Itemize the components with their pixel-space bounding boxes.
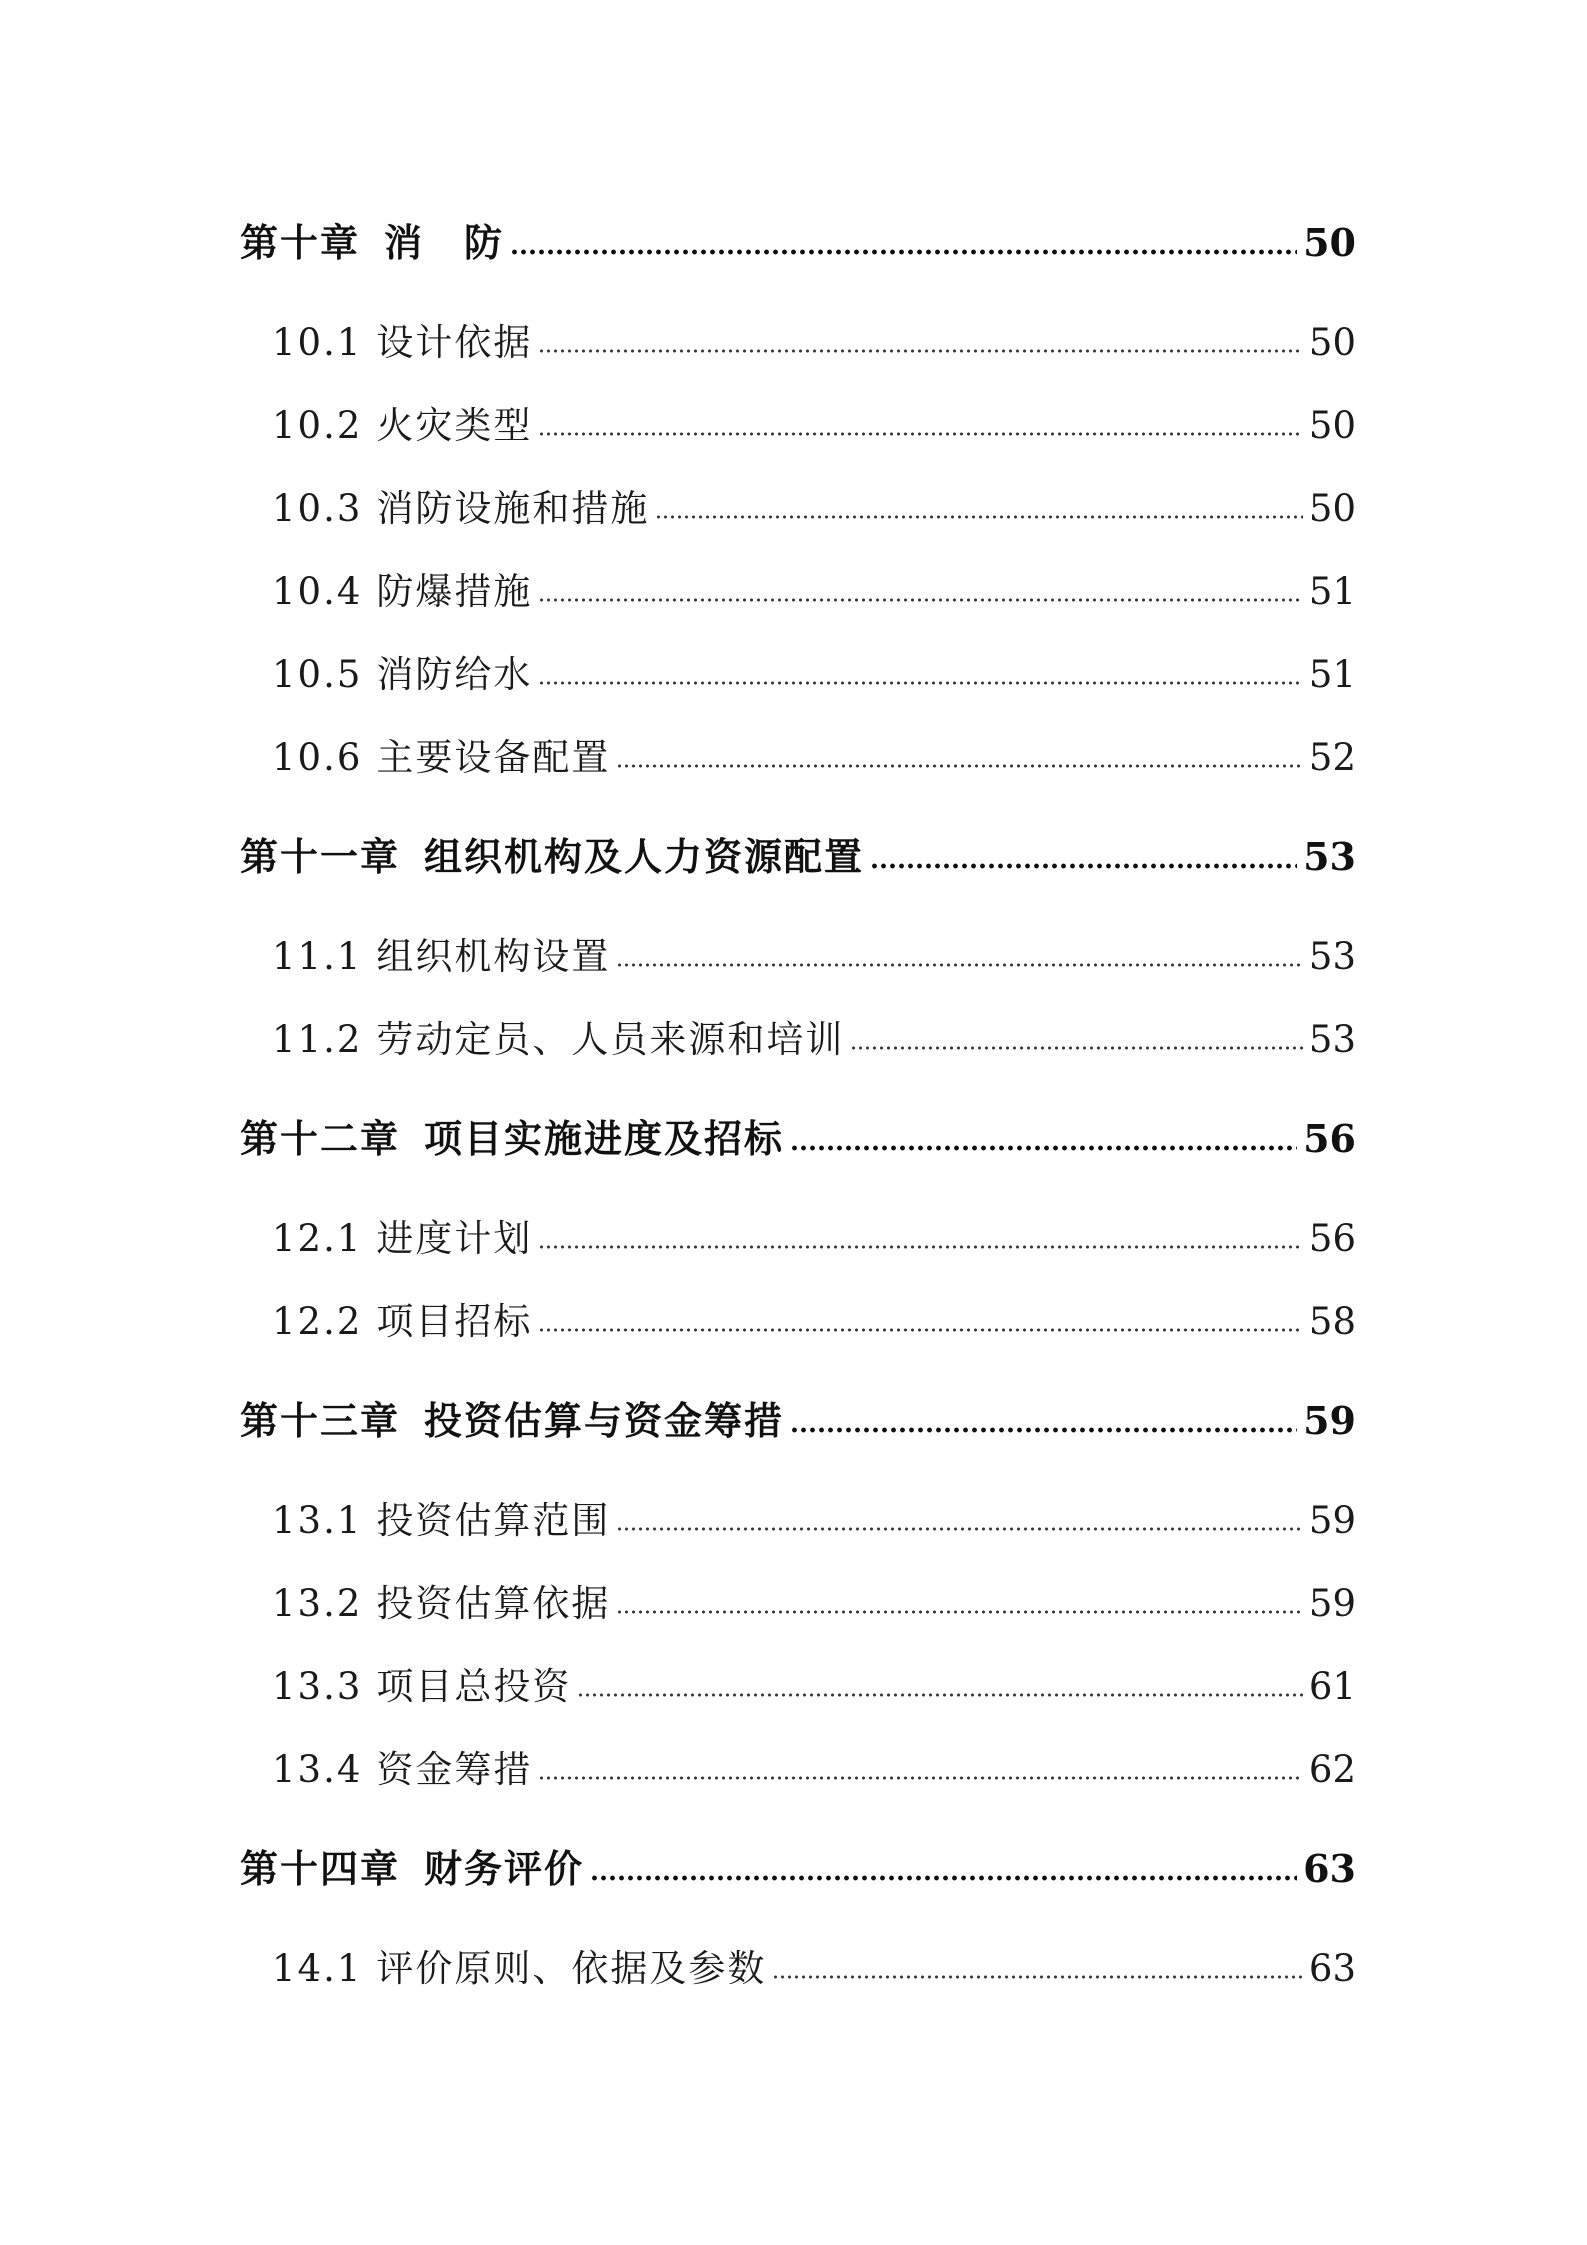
toc-entry-page: 51	[1308, 570, 1356, 613]
toc-entry-number: 10.3	[272, 487, 363, 530]
toc-section-12-2[interactable]	[272, 1291, 1356, 1341]
toc-section-11-1[interactable]	[272, 926, 1356, 976]
toc-entry-title: 投资估算与资金筹措	[424, 1398, 785, 1443]
toc-section-13-3[interactable]	[272, 1656, 1356, 1706]
toc-entry-number: 13.3	[272, 1665, 363, 1708]
toc-section-10-2[interactable]	[272, 395, 1356, 445]
toc-entry-page: 56	[1308, 1217, 1356, 1260]
toc-entry-page: 53	[1303, 834, 1356, 879]
toc-chapter-12[interactable]	[240, 1108, 1356, 1161]
toc-section-10-6[interactable]	[272, 727, 1356, 777]
toc-entry-number: 10.1	[272, 321, 363, 364]
dot-leader	[772, 1948, 1303, 1985]
toc-entry-page: 59	[1308, 1499, 1356, 1542]
toc-entry-page: 53	[1308, 935, 1356, 978]
toc-entry-page: 59	[1308, 1582, 1356, 1625]
toc-chapter-14[interactable]	[240, 1838, 1356, 1891]
toc-entry-number: 11.2	[272, 1018, 363, 1061]
toc-entry-number: 第十一章	[240, 834, 401, 879]
dot-leader	[538, 654, 1303, 691]
toc-entry-title: 财务评价	[424, 1846, 585, 1891]
toc-entry-title: 火灾类型	[376, 404, 533, 447]
dot-leader	[538, 1218, 1303, 1255]
toc-entry-title: 评价原则、依据及参数	[376, 1947, 767, 1990]
toc-entry-title: 资金筹措	[376, 1748, 533, 1791]
dot-leader	[590, 1848, 1297, 1886]
toc-entry-page: 63	[1303, 1846, 1356, 1891]
toc-entry-title: 项目招标	[376, 1300, 533, 1343]
dot-leader	[850, 1019, 1303, 1056]
toc-entry-number: 14.1	[272, 1947, 363, 1990]
toc-section-14-1[interactable]	[272, 1938, 1356, 1988]
dot-leader	[790, 1400, 1297, 1438]
dot-leader	[538, 1749, 1303, 1786]
toc-entry-number: 第十章	[240, 220, 361, 265]
toc-section-13-2[interactable]	[272, 1573, 1356, 1623]
dot-leader	[616, 936, 1303, 973]
toc-entry-page: 58	[1308, 1300, 1356, 1343]
toc-entry-page: 52	[1308, 736, 1356, 779]
toc-section-10-1[interactable]	[272, 312, 1356, 362]
dot-leader	[510, 222, 1297, 260]
toc-entry-page: 51	[1308, 653, 1356, 696]
toc-chapter-13[interactable]	[240, 1390, 1356, 1443]
toc-entry-number: 12.1	[272, 1217, 363, 1260]
toc-entry-page: 63	[1308, 1947, 1356, 1990]
dot-leader	[655, 488, 1303, 525]
toc-entry-number: 13.4	[272, 1748, 363, 1791]
toc-entry-title: 投资估算范围	[376, 1499, 611, 1542]
toc-entry-title: 防爆措施	[376, 570, 533, 613]
toc-section-10-4[interactable]	[272, 561, 1356, 611]
dot-leader	[870, 836, 1297, 874]
toc-entry-page: 50	[1303, 220, 1356, 265]
toc-entry-title: 消 防	[384, 220, 505, 265]
toc-entry-page: 59	[1303, 1398, 1356, 1443]
dot-leader	[790, 1118, 1297, 1156]
toc-entry-page: 61	[1308, 1665, 1356, 1708]
toc-section-10-5[interactable]	[272, 644, 1356, 694]
toc-entry-title: 设计依据	[376, 321, 533, 364]
toc-chapter-11[interactable]	[240, 826, 1356, 879]
dot-leader	[616, 737, 1303, 774]
toc-entry-number: 11.1	[272, 935, 363, 978]
toc-entry-title: 消防给水	[376, 653, 533, 696]
toc-entry-page: 53	[1308, 1018, 1356, 1061]
toc-entry-page: 56	[1303, 1116, 1356, 1161]
toc-entry-title: 项目实施进度及招标	[424, 1116, 785, 1161]
dot-leader	[538, 405, 1303, 442]
toc-entry-title: 劳动定员、人员来源和培训	[376, 1018, 845, 1061]
toc-entry-title: 组织机构及人力资源配置	[424, 834, 865, 879]
toc-entry-number: 13.1	[272, 1499, 363, 1542]
toc-section-13-4[interactable]	[272, 1739, 1356, 1789]
toc-entry-title: 进度计划	[376, 1217, 533, 1260]
toc-entry-number: 12.2	[272, 1300, 363, 1343]
toc-section-13-1[interactable]	[272, 1490, 1356, 1540]
toc-chapter-10[interactable]	[240, 212, 1356, 265]
dot-leader	[538, 571, 1303, 608]
toc-entry-page: 50	[1308, 487, 1356, 530]
toc-entry-number: 第十三章	[240, 1398, 401, 1443]
toc-section-11-2[interactable]	[272, 1009, 1356, 1059]
toc-entry-number: 13.2	[272, 1582, 363, 1625]
toc-entry-title: 主要设备配置	[376, 736, 611, 779]
toc-entry-number: 10.6	[272, 736, 363, 779]
dot-leader	[538, 322, 1303, 359]
toc-section-12-1[interactable]	[272, 1208, 1356, 1258]
toc-entry-number: 第十二章	[240, 1116, 401, 1161]
toc-entry-number: 10.2	[272, 404, 363, 447]
dot-leader	[577, 1666, 1303, 1703]
dot-leader	[616, 1583, 1303, 1620]
toc-entry-page: 50	[1308, 321, 1356, 364]
dot-leader	[538, 1301, 1303, 1338]
toc-entry-title: 消防设施和措施	[376, 487, 650, 530]
toc-entry-number: 10.5	[272, 653, 363, 696]
toc-entry-number: 10.4	[272, 570, 363, 613]
toc-entry-page: 62	[1308, 1748, 1356, 1791]
toc-section-10-3[interactable]	[272, 478, 1356, 528]
toc-entry-title: 组织机构设置	[376, 935, 611, 978]
toc-entry-title: 项目总投资	[376, 1665, 572, 1708]
toc-entry-number: 第十四章	[240, 1846, 401, 1891]
toc-entry-title: 投资估算依据	[376, 1582, 611, 1625]
toc-entry-page: 50	[1308, 404, 1356, 447]
dot-leader	[616, 1500, 1303, 1537]
